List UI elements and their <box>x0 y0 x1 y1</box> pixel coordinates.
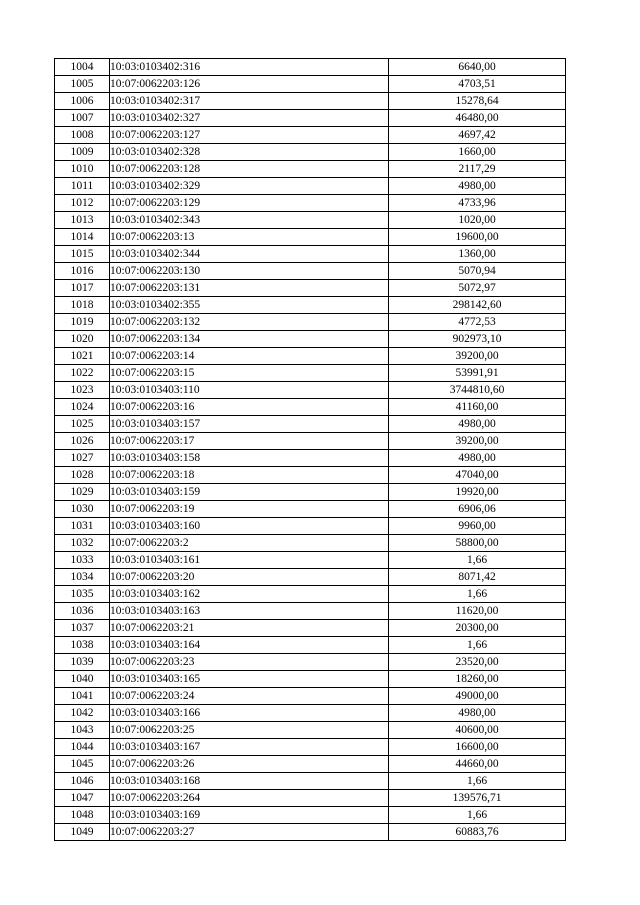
row-number: 1009 <box>55 144 110 161</box>
table-row <box>55 161 566 178</box>
row-number: 1035 <box>55 586 110 603</box>
cadastral-number: 10:07:0062203:19 <box>110 501 389 518</box>
row-number: 1048 <box>55 807 110 824</box>
table-row <box>55 535 566 552</box>
row-number: 1005 <box>55 76 110 93</box>
row-number: 1012 <box>55 195 110 212</box>
cadastral-number: 10:07:0062203:25 <box>110 722 389 739</box>
amount-value: 1020,00 <box>389 212 566 229</box>
row-number: 1004 <box>55 59 110 76</box>
row-number: 1031 <box>55 518 110 535</box>
row-number: 1034 <box>55 569 110 586</box>
cadastral-number: 10:07:0062203:131 <box>110 280 389 297</box>
table-row <box>55 280 566 297</box>
row-number: 1046 <box>55 773 110 790</box>
amount-value: 41160,00 <box>389 399 566 416</box>
amount-value: 11620,00 <box>389 603 566 620</box>
row-number: 1042 <box>55 705 110 722</box>
amount-value: 39200,00 <box>389 433 566 450</box>
row-number: 1038 <box>55 637 110 654</box>
row-number: 1047 <box>55 790 110 807</box>
table-row <box>55 127 566 144</box>
row-number: 1023 <box>55 382 110 399</box>
amount-value: 4980,00 <box>389 178 566 195</box>
row-number: 1025 <box>55 416 110 433</box>
amount-value: 16600,00 <box>389 739 566 756</box>
amount-value: 4772,53 <box>389 314 566 331</box>
row-number: 1036 <box>55 603 110 620</box>
ledger-table-body <box>55 59 566 841</box>
table-row <box>55 399 566 416</box>
cadastral-number: 10:03:0103402:327 <box>110 110 389 127</box>
table-row <box>55 144 566 161</box>
row-number: 1032 <box>55 535 110 552</box>
cadastral-number: 10:03:0103403:161 <box>110 552 389 569</box>
amount-value: 6640,00 <box>389 59 566 76</box>
amount-value: 44660,00 <box>389 756 566 773</box>
table-row <box>55 569 566 586</box>
cadastral-number: 10:03:0103403:159 <box>110 484 389 501</box>
cadastral-number: 10:07:0062203:27 <box>110 824 389 841</box>
table-row <box>55 484 566 501</box>
row-number: 1024 <box>55 399 110 416</box>
row-number: 1008 <box>55 127 110 144</box>
cadastral-number: 10:03:0103402:344 <box>110 246 389 263</box>
amount-value: 5072,97 <box>389 280 566 297</box>
cadastral-number: 10:03:0103403:163 <box>110 603 389 620</box>
cadastral-number: 10:03:0103402:328 <box>110 144 389 161</box>
amount-value: 1,66 <box>389 637 566 654</box>
amount-value: 4697,42 <box>389 127 566 144</box>
table-row <box>55 518 566 535</box>
cadastral-number: 10:07:0062203:23 <box>110 654 389 671</box>
amount-value: 8071,42 <box>389 569 566 586</box>
row-number: 1021 <box>55 348 110 365</box>
row-number: 1044 <box>55 739 110 756</box>
cadastral-number: 10:03:0103402:317 <box>110 93 389 110</box>
amount-value: 3744810,60 <box>389 382 566 399</box>
row-number: 1020 <box>55 331 110 348</box>
row-number: 1013 <box>55 212 110 229</box>
row-number: 1015 <box>55 246 110 263</box>
table-row <box>55 552 566 569</box>
table-row <box>55 212 566 229</box>
amount-value: 46480,00 <box>389 110 566 127</box>
ledger-table <box>54 58 566 841</box>
table-row <box>55 637 566 654</box>
row-number: 1029 <box>55 484 110 501</box>
cadastral-number: 10:07:0062203:21 <box>110 620 389 637</box>
table-row <box>55 807 566 824</box>
table-row <box>55 756 566 773</box>
row-number: 1014 <box>55 229 110 246</box>
cadastral-number: 10:07:0062203:134 <box>110 331 389 348</box>
table-row <box>55 433 566 450</box>
amount-value: 19600,00 <box>389 229 566 246</box>
cadastral-number: 10:03:0103403:168 <box>110 773 389 790</box>
cadastral-number: 10:07:0062203:264 <box>110 790 389 807</box>
amount-value: 4980,00 <box>389 416 566 433</box>
cadastral-number: 10:03:0103403:157 <box>110 416 389 433</box>
row-number: 1045 <box>55 756 110 773</box>
amount-value: 49000,00 <box>389 688 566 705</box>
cadastral-number: 10:03:0103402:329 <box>110 178 389 195</box>
cadastral-number: 10:07:0062203:24 <box>110 688 389 705</box>
amount-value: 9960,00 <box>389 518 566 535</box>
table-row <box>55 773 566 790</box>
cadastral-number: 10:07:0062203:18 <box>110 467 389 484</box>
amount-value: 5070,94 <box>389 263 566 280</box>
row-number: 1043 <box>55 722 110 739</box>
table-row <box>55 263 566 280</box>
cadastral-number: 10:07:0062203:2 <box>110 535 389 552</box>
cadastral-number: 10:07:0062203:13 <box>110 229 389 246</box>
amount-value: 4703,51 <box>389 76 566 93</box>
table-row <box>55 297 566 314</box>
amount-value: 4733,96 <box>389 195 566 212</box>
row-number: 1007 <box>55 110 110 127</box>
row-number: 1027 <box>55 450 110 467</box>
cadastral-number: 10:03:0103403:110 <box>110 382 389 399</box>
cadastral-number: 10:07:0062203:17 <box>110 433 389 450</box>
table-row <box>55 467 566 484</box>
amount-value: 298142,60 <box>389 297 566 314</box>
table-row <box>55 59 566 76</box>
row-number: 1040 <box>55 671 110 688</box>
table-row <box>55 603 566 620</box>
amount-value: 6906,06 <box>389 501 566 518</box>
table-row <box>55 229 566 246</box>
amount-value: 15278,64 <box>389 93 566 110</box>
table-row <box>55 722 566 739</box>
cadastral-number: 10:03:0103403:164 <box>110 637 389 654</box>
row-number: 1016 <box>55 263 110 280</box>
cadastral-number: 10:07:0062203:15 <box>110 365 389 382</box>
cadastral-number: 10:07:0062203:132 <box>110 314 389 331</box>
amount-value: 902973,10 <box>389 331 566 348</box>
cadastral-number: 10:07:0062203:14 <box>110 348 389 365</box>
cadastral-number: 10:03:0103403:158 <box>110 450 389 467</box>
amount-value: 53991,91 <box>389 365 566 382</box>
amount-value: 4980,00 <box>389 450 566 467</box>
table-row <box>55 178 566 195</box>
row-number: 1049 <box>55 824 110 841</box>
amount-value: 1,66 <box>389 773 566 790</box>
row-number: 1019 <box>55 314 110 331</box>
row-number: 1011 <box>55 178 110 195</box>
table-row <box>55 586 566 603</box>
amount-value: 39200,00 <box>389 348 566 365</box>
cadastral-number: 10:03:0103403:165 <box>110 671 389 688</box>
amount-value: 19920,00 <box>389 484 566 501</box>
amount-value: 139576,71 <box>389 790 566 807</box>
row-number: 1017 <box>55 280 110 297</box>
amount-value: 1,66 <box>389 586 566 603</box>
table-row <box>55 620 566 637</box>
table-row <box>55 348 566 365</box>
cadastral-number: 10:07:0062203:129 <box>110 195 389 212</box>
row-number: 1033 <box>55 552 110 569</box>
table-row <box>55 416 566 433</box>
amount-value: 1,66 <box>389 807 566 824</box>
table-row <box>55 110 566 127</box>
cadastral-number: 10:07:0062203:128 <box>110 161 389 178</box>
table-row <box>55 246 566 263</box>
amount-value: 58800,00 <box>389 535 566 552</box>
table-row <box>55 654 566 671</box>
cadastral-number: 10:03:0103403:169 <box>110 807 389 824</box>
table-row <box>55 790 566 807</box>
row-number: 1039 <box>55 654 110 671</box>
amount-value: 1660,00 <box>389 144 566 161</box>
amount-value: 1360,00 <box>389 246 566 263</box>
amount-value: 4980,00 <box>389 705 566 722</box>
cadastral-number: 10:07:0062203:130 <box>110 263 389 280</box>
cadastral-number: 10:03:0103403:160 <box>110 518 389 535</box>
cadastral-number: 10:03:0103403:162 <box>110 586 389 603</box>
table-row <box>55 671 566 688</box>
cadastral-number: 10:03:0103402:355 <box>110 297 389 314</box>
cadastral-number: 10:07:0062203:16 <box>110 399 389 416</box>
amount-value: 60883,76 <box>389 824 566 841</box>
cadastral-number: 10:07:0062203:20 <box>110 569 389 586</box>
table-row <box>55 739 566 756</box>
row-number: 1010 <box>55 161 110 178</box>
cadastral-number: 10:07:0062203:127 <box>110 127 389 144</box>
table-row <box>55 76 566 93</box>
table-row <box>55 450 566 467</box>
cadastral-number: 10:03:0103403:166 <box>110 705 389 722</box>
table-row <box>55 824 566 841</box>
amount-value: 20300,00 <box>389 620 566 637</box>
row-number: 1028 <box>55 467 110 484</box>
cadastral-number: 10:07:0062203:26 <box>110 756 389 773</box>
row-number: 1018 <box>55 297 110 314</box>
table-row <box>55 314 566 331</box>
amount-value: 2117,29 <box>389 161 566 178</box>
amount-value: 18260,00 <box>389 671 566 688</box>
table-row <box>55 382 566 399</box>
amount-value: 1,66 <box>389 552 566 569</box>
cadastral-number: 10:03:0103402:316 <box>110 59 389 76</box>
row-number: 1041 <box>55 688 110 705</box>
table-row <box>55 688 566 705</box>
table-row <box>55 331 566 348</box>
row-number: 1022 <box>55 365 110 382</box>
table-row <box>55 501 566 518</box>
row-number: 1026 <box>55 433 110 450</box>
table-row <box>55 365 566 382</box>
cadastral-number: 10:07:0062203:126 <box>110 76 389 93</box>
row-number: 1006 <box>55 93 110 110</box>
amount-value: 47040,00 <box>389 467 566 484</box>
amount-value: 23520,00 <box>389 654 566 671</box>
cadastral-number: 10:03:0103402:343 <box>110 212 389 229</box>
amount-value: 40600,00 <box>389 722 566 739</box>
table-row <box>55 705 566 722</box>
row-number: 1030 <box>55 501 110 518</box>
table-row <box>55 195 566 212</box>
row-number: 1037 <box>55 620 110 637</box>
cadastral-number: 10:03:0103403:167 <box>110 739 389 756</box>
table-row <box>55 93 566 110</box>
